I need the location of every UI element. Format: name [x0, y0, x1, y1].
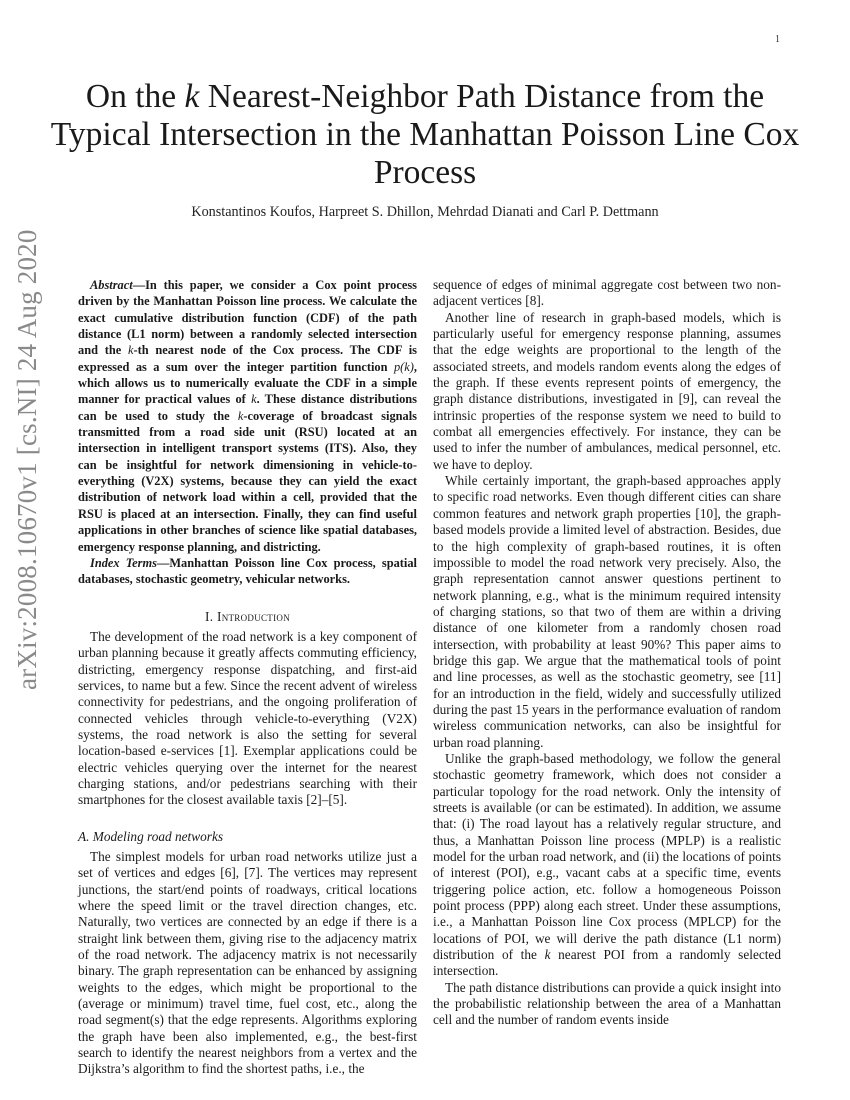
- index-terms-label: Index Terms: [90, 555, 157, 570]
- title-part-1: On the: [85, 78, 185, 115]
- abstract-text: , which allows us to numerically evaluate the CDF in a simple manner for practical values of: [78, 359, 417, 407]
- subsection-heading-modeling-road-networks: A. Modeling road networks: [78, 828, 224, 844]
- paragraph: [433, 473, 781, 751]
- right-column: [433, 277, 781, 1029]
- abstract: [78, 277, 417, 555]
- math-partition-function: p(k): [393, 359, 414, 374]
- index-terms: [78, 555, 417, 588]
- paragraph: The path distance distributions can provide a quick insight into the probabilistic relationship between the area of a Manhattan cell and the number of random events inside: [433, 979, 781, 1028]
- math-k: k: [251, 392, 257, 407]
- abstract-text: -coverage of broadcast signals transmitted from a road side unit (RSU) located at an intersection in intelligent transport systems (ITS). Also, they can be insightful for network dimensioning in vehicle-to-everything (V2X) systems, because they can yield the exact distribution of network load within a cell, provided that the RSU is placed at an intersection. Finally, they can find useful applications in other branches of science like spatial databases, emergency response planning, and districting.: [78, 408, 417, 554]
- paragraph-text: nearest POI from a randomly selected intersection.: [433, 947, 781, 979]
- math-k: k: [544, 947, 551, 963]
- title-math-k: k: [184, 78, 200, 115]
- math-percentage: 90%: [640, 636, 666, 652]
- page-number: 1: [775, 34, 780, 45]
- paragraph-text: While certainly important, the graph-based approaches apply to specific road networks. Even though different cities can share common features and network graph properties [10], the graph-based models provide a limited level of abstraction. Besides, due to the high complexity of graph-based routines, it is often impossible to model the road network very precisely. Also, the graph representation cannot answer questions pertinent to network planning, e.g., what is the minimum required intensity of charging stations, so that two of them are within a driving distance of one kilometer from a randomly chosen road intersection, with probability at least: [433, 473, 781, 652]
- paper-title: [40, 78, 810, 192]
- abstract-text: . These distance distributions can be used to study the: [78, 392, 417, 423]
- section-heading-introduction: [78, 609, 417, 625]
- section-title: Introduction: [216, 608, 290, 624]
- title-part-2: Nearest-Neighbor Path Distance from the Typical Intersection in the Manhattan Poisson Line Cox Process: [50, 78, 800, 191]
- left-column: [78, 277, 417, 1078]
- arxiv-identifier-stamp: arXiv:2008.10670v1 [cs.NI] 24 Aug 2020: [12, 229, 42, 690]
- paragraph: Another line of research in graph-based models, which is particularly useful for emergency response planning, assumes that the edge weights are proportional to the length of the associated streets, and models random events along the edges of the graph. If these events represent points of emergency, the graph distance distributions, investigated in [9], can reveal the intrinsic properties of the response system we need to build to combat all emergencies effectively. For instance, they can be used to infer the number of ambulances, medical personnel, etc. we have to deploy.: [433, 309, 781, 472]
- paragraph: The development of the road network is a key component of urban planning because it greatly affects commuting efficiency, districting, emergency response dispatching, and first-aid services, to name but a few. Since the recent advent of wireless connectivity for pedestrians, and the ongoing proliferation of connected vehicles through vehicle-to-everything (V2X) systems, the road network is also the setting for several location-based e-services [1]. Exemplar applications could be electric vehicles querying over the internet for the nearest charging stations, and/or pedestrians searching with their smartphones for the closest available taxis [2]–[5].: [78, 628, 417, 808]
- index-terms-text: —Manhattan Poisson line Cox process, spatial databases, stochastic geometry, vehicular networks.: [78, 555, 417, 587]
- paragraph-text: ? This paper aims to bridge this gap. We argue that the mathematical tools of point and line processes, as well as the stochastic geometry, see [11] for an introduction in the field, widely and successfully utilized during the past 15 years in the performance evaluation of random wireless communication networks, can also be insightful for urban road planning.: [433, 636, 781, 750]
- author-list: Konstantinos Koufos, Harpreet S. Dhillon, Mehrdad Dianati and Carl P. Dettmann: [191, 204, 659, 220]
- math-k: k: [127, 343, 134, 358]
- paragraph: [433, 751, 781, 980]
- paragraph-continuation: sequence of edges of minimal aggregate cost between two non-adjacent vertices [8].: [433, 277, 781, 309]
- abstract-text: —In this paper, we consider a Cox point process driven by the Manhattan Poisson line process. We calculate the exact cumulative distribution function (CDF) of the path distance (L1 norm) between a randomly selected intersection and the: [78, 278, 417, 358]
- math-k: k: [237, 408, 244, 423]
- section-number: I.: [204, 608, 217, 624]
- abstract-label: Abstract: [90, 278, 133, 292]
- abstract-text: -th nearest node of the Cox process. The CDF is expressed as a sum over the integer partition function: [78, 343, 417, 374]
- paragraph-text: Unlike the graph-based methodology, we follow the general stochastic geometry framework, which does not consider a particular topology for the road network. Only the intensity of streets is available (or can be estimated). In addition, we assume that: (i) The road layout has a relatively regular structure, and thus, a Manhattan Poisson line process (MPLP) is a realistic model for the urban road network, and (ii) the locations of points of interest (POI), e.g., vacant cabs at a specific time, events triggering police action, etc. follow a homogeneous Poisson point process (PPP) along each street. Under these assumptions, i.e., a Manhattan Poisson line Cox process (MPLCP) for the locations of POI, we will derive the path distance (L1 norm) distribution of the: [433, 750, 781, 963]
- paragraph: The simplest models for urban road networks utilize just a set of vertices and edges [6], [7]. The vertices may represent junctions, the start/end points of roadways, critical locations where the speed limit or the travel direction changes, etc. Naturally, two vertices are connected by an edge if there is a straight link between them, giving rise to the adjacency matrix of the road network. The adjacency matrix is not necessarily binary. The graph representation can be enhanced by assigning weights to the edges, which might be proportional to the (average or minimum) travel time, fuel cost, etc., along the road segment(s) that the edge represents. Algorithms exploring the graph have been also implemented, e.g., the best-first search to identify the nearest neighbors from a vertex and the Dijkstra’s algorithm to find the shortest paths, i.e., the: [78, 849, 417, 1077]
